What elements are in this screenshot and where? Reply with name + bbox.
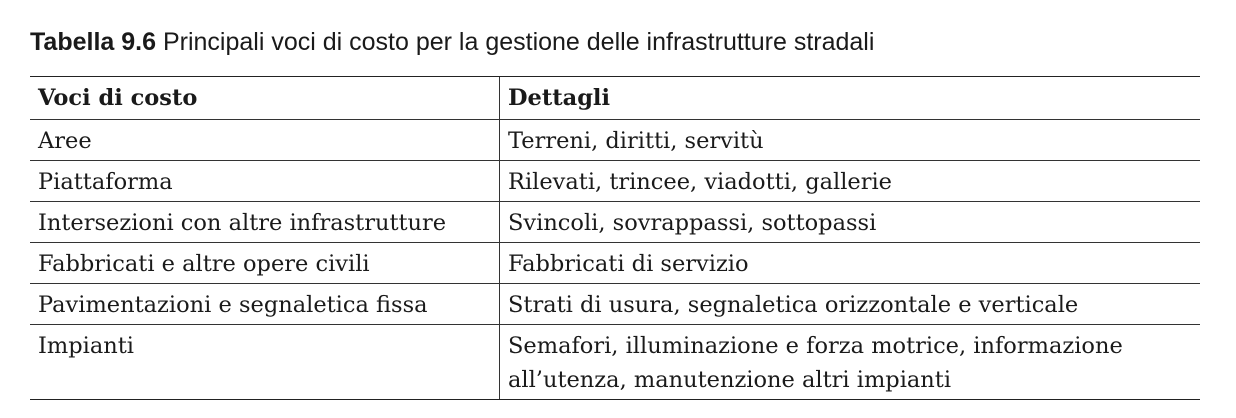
table-row xyxy=(30,284,1200,325)
details-cell: Strati di usura, segnaletica orizzontale e verticale xyxy=(508,292,1079,318)
table-header-row xyxy=(30,77,1200,120)
table-row xyxy=(30,325,1200,399)
cost-item-cell: Aree xyxy=(30,120,500,160)
cost-item-cell: Piattaforma xyxy=(30,161,500,201)
table-title: Principali voci di costo per la gestione delle infrastrutture stradali xyxy=(162,28,875,56)
cost-table xyxy=(30,76,1200,400)
column-header-cost-item: Voci di costo xyxy=(30,77,500,119)
table-row xyxy=(30,202,1200,243)
cost-item-cell: Fabbricati e altre opere civili xyxy=(30,243,500,283)
cost-item-cell: Intersezioni con altre infrastrutture xyxy=(30,202,500,242)
table-row xyxy=(30,120,1200,161)
cost-item-cell: Impianti xyxy=(30,325,500,399)
details-cell: Terreni, diritti, servitù xyxy=(508,128,764,154)
column-header-details: Dettagli xyxy=(508,85,611,111)
cost-item-cell: Pavimentazioni e segnaletica fissa xyxy=(30,284,500,324)
details-cell: Semafori, illuminazione e forza motrice, informazione all’utenza, manutenzione altri impianti xyxy=(508,333,1123,393)
table-row xyxy=(30,161,1200,202)
details-cell: Svincoli, sovrappassi, sottopassi xyxy=(508,210,877,236)
details-cell: Rilevati, trincee, viadotti, gallerie xyxy=(508,169,892,195)
table-row xyxy=(30,243,1200,284)
details-cell: Fabbricati di servizio xyxy=(508,251,749,277)
table-number: Tabella 9.6 xyxy=(30,28,156,56)
table-caption xyxy=(30,26,874,58)
